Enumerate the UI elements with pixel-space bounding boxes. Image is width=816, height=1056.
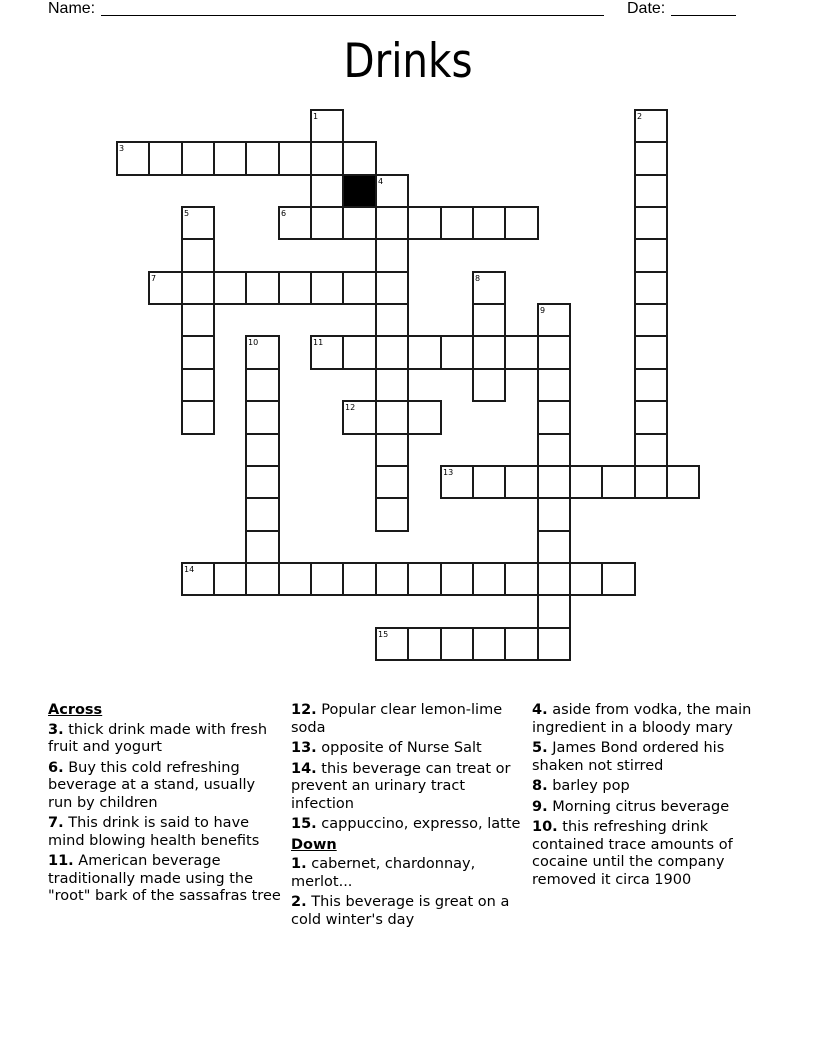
- grid-cell[interactable]: [148, 141, 183, 176]
- grid-cell[interactable]: [181, 368, 215, 402]
- grid-cell[interactable]: [537, 335, 571, 370]
- grid-cell[interactable]: [310, 174, 344, 208]
- grid-cell[interactable]: [407, 627, 442, 661]
- clue-number: 1: [313, 112, 319, 121]
- clues-column-3: [532, 702, 767, 892]
- grid-cell[interactable]: [181, 562, 215, 596]
- grid-cell[interactable]: [375, 433, 409, 467]
- clue-down-8: 8. barley pop: [532, 778, 630, 794]
- grid-cell[interactable]: [569, 465, 603, 499]
- grid-cell[interactable]: [407, 562, 442, 596]
- clue-number: 8: [475, 274, 481, 283]
- grid-cell[interactable]: [375, 174, 409, 208]
- grid-cell[interactable]: [245, 465, 280, 499]
- grid-cell[interactable]: [666, 465, 700, 499]
- grid-cell[interactable]: [342, 335, 377, 370]
- clue-across-12: 12. Popular clear lemon-lime soda: [291, 702, 503, 736]
- clue-across-11: 11. American beverage traditionally made using the "root" bark of the sassafras tree: [48, 853, 281, 904]
- grid-cell[interactable]: [634, 368, 668, 402]
- grid-cell[interactable]: [504, 206, 539, 240]
- grid-cell[interactable]: [537, 400, 571, 435]
- grid-cell[interactable]: [440, 206, 474, 240]
- grid-cell[interactable]: [537, 594, 571, 629]
- clue-down-1: 1. cabernet, chardonnay, merlot...: [291, 856, 476, 890]
- grid-cell[interactable]: [504, 335, 539, 370]
- grid-cell[interactable]: [245, 562, 280, 596]
- grid-cell[interactable]: [181, 206, 215, 240]
- name-label: Name:: [48, 0, 96, 17]
- clue-across-7: 7. This drink is said to have mind blowing health benefits: [48, 815, 260, 849]
- clue-down-5: 5. James Bond ordered his shaken not stirred: [532, 740, 725, 774]
- grid-cell[interactable]: [278, 271, 312, 305]
- grid-cell[interactable]: [181, 238, 215, 273]
- grid-cell[interactable]: [472, 303, 506, 337]
- grid-cell[interactable]: [537, 497, 571, 532]
- grid-cell[interactable]: [245, 335, 280, 370]
- grid-cell[interactable]: [181, 400, 215, 435]
- grid-cell[interactable]: [537, 303, 571, 337]
- grid-cell[interactable]: [342, 141, 377, 176]
- grid-cell[interactable]: [440, 335, 474, 370]
- clue-number: 3: [119, 144, 125, 153]
- grid-cell[interactable]: [537, 562, 571, 596]
- clue-down-4: 4. aside from vodka, the main ingredient in a bloody mary: [532, 702, 752, 736]
- grid-cell[interactable]: [634, 335, 668, 370]
- grid-cell[interactable]: [407, 400, 442, 435]
- grid-cell[interactable]: [181, 303, 215, 337]
- page-title: Drinks: [343, 34, 473, 89]
- clue-across-3: 3. thick drink made with fresh fruit and yogurt: [48, 721, 268, 755]
- clue-number: 6: [281, 209, 287, 218]
- grid-cell[interactable]: [375, 497, 409, 532]
- grid-cell[interactable]: [342, 206, 377, 240]
- grid-cell[interactable]: [472, 562, 506, 596]
- clue-across-15: 15. cappuccino, expresso, latte: [291, 816, 521, 832]
- across-heading: Across: [48, 702, 103, 718]
- grid-cell[interactable]: [375, 335, 409, 370]
- grid-cell[interactable]: [504, 627, 539, 661]
- grid-cell[interactable]: [278, 562, 312, 596]
- grid-cell[interactable]: [375, 238, 409, 273]
- grid-cell[interactable]: [472, 206, 506, 240]
- grid-cell[interactable]: [472, 335, 506, 370]
- grid-cell[interactable]: [407, 206, 442, 240]
- grid-cell[interactable]: [440, 562, 474, 596]
- grid-cell[interactable]: [245, 497, 280, 532]
- clue-number: 14: [184, 565, 195, 574]
- grid-cell[interactable]: [504, 562, 539, 596]
- black-cell: [342, 174, 377, 208]
- grid-cell[interactable]: [116, 141, 150, 176]
- clue-number: 15: [378, 630, 389, 639]
- grid-cell[interactable]: [213, 141, 247, 176]
- grid-cell[interactable]: [375, 562, 409, 596]
- grid-cell[interactable]: [634, 174, 668, 208]
- grid-cell[interactable]: [310, 109, 344, 143]
- clues-column-2: [291, 702, 523, 932]
- grid-cell[interactable]: [375, 206, 409, 240]
- clue-number: 2: [637, 112, 643, 121]
- grid-cell[interactable]: [181, 271, 215, 305]
- grid-cell[interactable]: [245, 271, 280, 305]
- clue-across-13: 13. opposite of Nurse Salt: [291, 740, 482, 756]
- grid-cell[interactable]: [245, 400, 280, 435]
- clue-across-6: 6. Buy this cold refreshing beverage at a stand, usually run by children: [48, 759, 256, 811]
- clue-down-10: 10. this refreshing drink contained trace amounts of cocaine until the company removed it circa 1900: [532, 819, 733, 888]
- grid-cell[interactable]: [472, 627, 506, 661]
- grid-cell[interactable]: [634, 238, 668, 273]
- grid-cell[interactable]: [148, 271, 183, 305]
- grid-cell[interactable]: [601, 465, 636, 499]
- clue-number: 10: [248, 338, 259, 347]
- grid-cell[interactable]: [245, 368, 280, 402]
- grid-cell[interactable]: [375, 465, 409, 499]
- grid-cell[interactable]: [504, 465, 539, 499]
- grid-cell[interactable]: [634, 141, 668, 176]
- grid-cell[interactable]: [537, 368, 571, 402]
- grid-cell[interactable]: [375, 627, 409, 661]
- grid-cell[interactable]: [310, 271, 344, 305]
- down-heading: Down: [291, 836, 337, 853]
- date-label: Date:: [627, 0, 666, 17]
- grid-cell[interactable]: [472, 271, 506, 305]
- grid-cell[interactable]: [569, 562, 603, 596]
- grid-cell[interactable]: [634, 303, 668, 337]
- grid-cell[interactable]: [634, 206, 668, 240]
- grid-cell[interactable]: [537, 465, 571, 499]
- grid-cell[interactable]: [537, 433, 571, 467]
- grid-cell[interactable]: [342, 562, 377, 596]
- grid-cell[interactable]: [440, 465, 474, 499]
- grid-cell[interactable]: [245, 530, 280, 564]
- grid-cell[interactable]: [245, 141, 280, 176]
- clue-number: 12: [345, 403, 356, 412]
- grid-cell[interactable]: [342, 400, 377, 435]
- grid-cell[interactable]: [472, 465, 506, 499]
- clue-number: 9: [540, 306, 546, 315]
- clue-number: 4: [378, 177, 384, 186]
- clue-down-9: 9. Morning citrus beverage: [532, 798, 730, 815]
- grid-cell[interactable]: [472, 368, 506, 402]
- grid-cell[interactable]: [213, 271, 247, 305]
- grid-cell[interactable]: [634, 400, 668, 435]
- clue-number: 7: [151, 274, 157, 283]
- grid-cell[interactable]: [310, 562, 344, 596]
- clue-number: 5: [184, 209, 190, 218]
- grid-cell[interactable]: [375, 271, 409, 305]
- grid-cell[interactable]: [181, 335, 215, 370]
- grid-cell[interactable]: [278, 206, 312, 240]
- grid-cell[interactable]: [310, 141, 344, 176]
- grid-cell[interactable]: [440, 627, 474, 661]
- clue-down-2: 2. This beverage is great on a cold winter's day: [291, 894, 510, 928]
- grid-cell[interactable]: [245, 433, 280, 467]
- grid-cell[interactable]: [634, 433, 668, 467]
- grid-cell[interactable]: [278, 141, 312, 176]
- clue-number: 13: [443, 468, 454, 477]
- grid-cell[interactable]: [375, 368, 409, 402]
- grid-cell[interactable]: [407, 335, 442, 370]
- grid-cell[interactable]: [537, 530, 571, 564]
- grid-cell[interactable]: [181, 141, 215, 176]
- grid-cell[interactable]: [375, 303, 409, 337]
- grid-cell[interactable]: [634, 465, 668, 499]
- clue-number: 11: [313, 338, 324, 347]
- grid-cell[interactable]: [342, 271, 377, 305]
- grid-cell[interactable]: [375, 400, 409, 435]
- grid-cell[interactable]: [634, 109, 668, 143]
- grid-cell[interactable]: [310, 206, 344, 240]
- grid-cell[interactable]: [310, 335, 344, 370]
- grid-cell[interactable]: [634, 271, 668, 305]
- clue-across-14: 14. this beverage can treat or prevent an urinary tract infection: [291, 760, 511, 812]
- clues-column-1: [48, 702, 283, 909]
- grid-cell[interactable]: [601, 562, 636, 596]
- grid-cell[interactable]: [213, 562, 247, 596]
- grid-cell[interactable]: [537, 627, 571, 661]
